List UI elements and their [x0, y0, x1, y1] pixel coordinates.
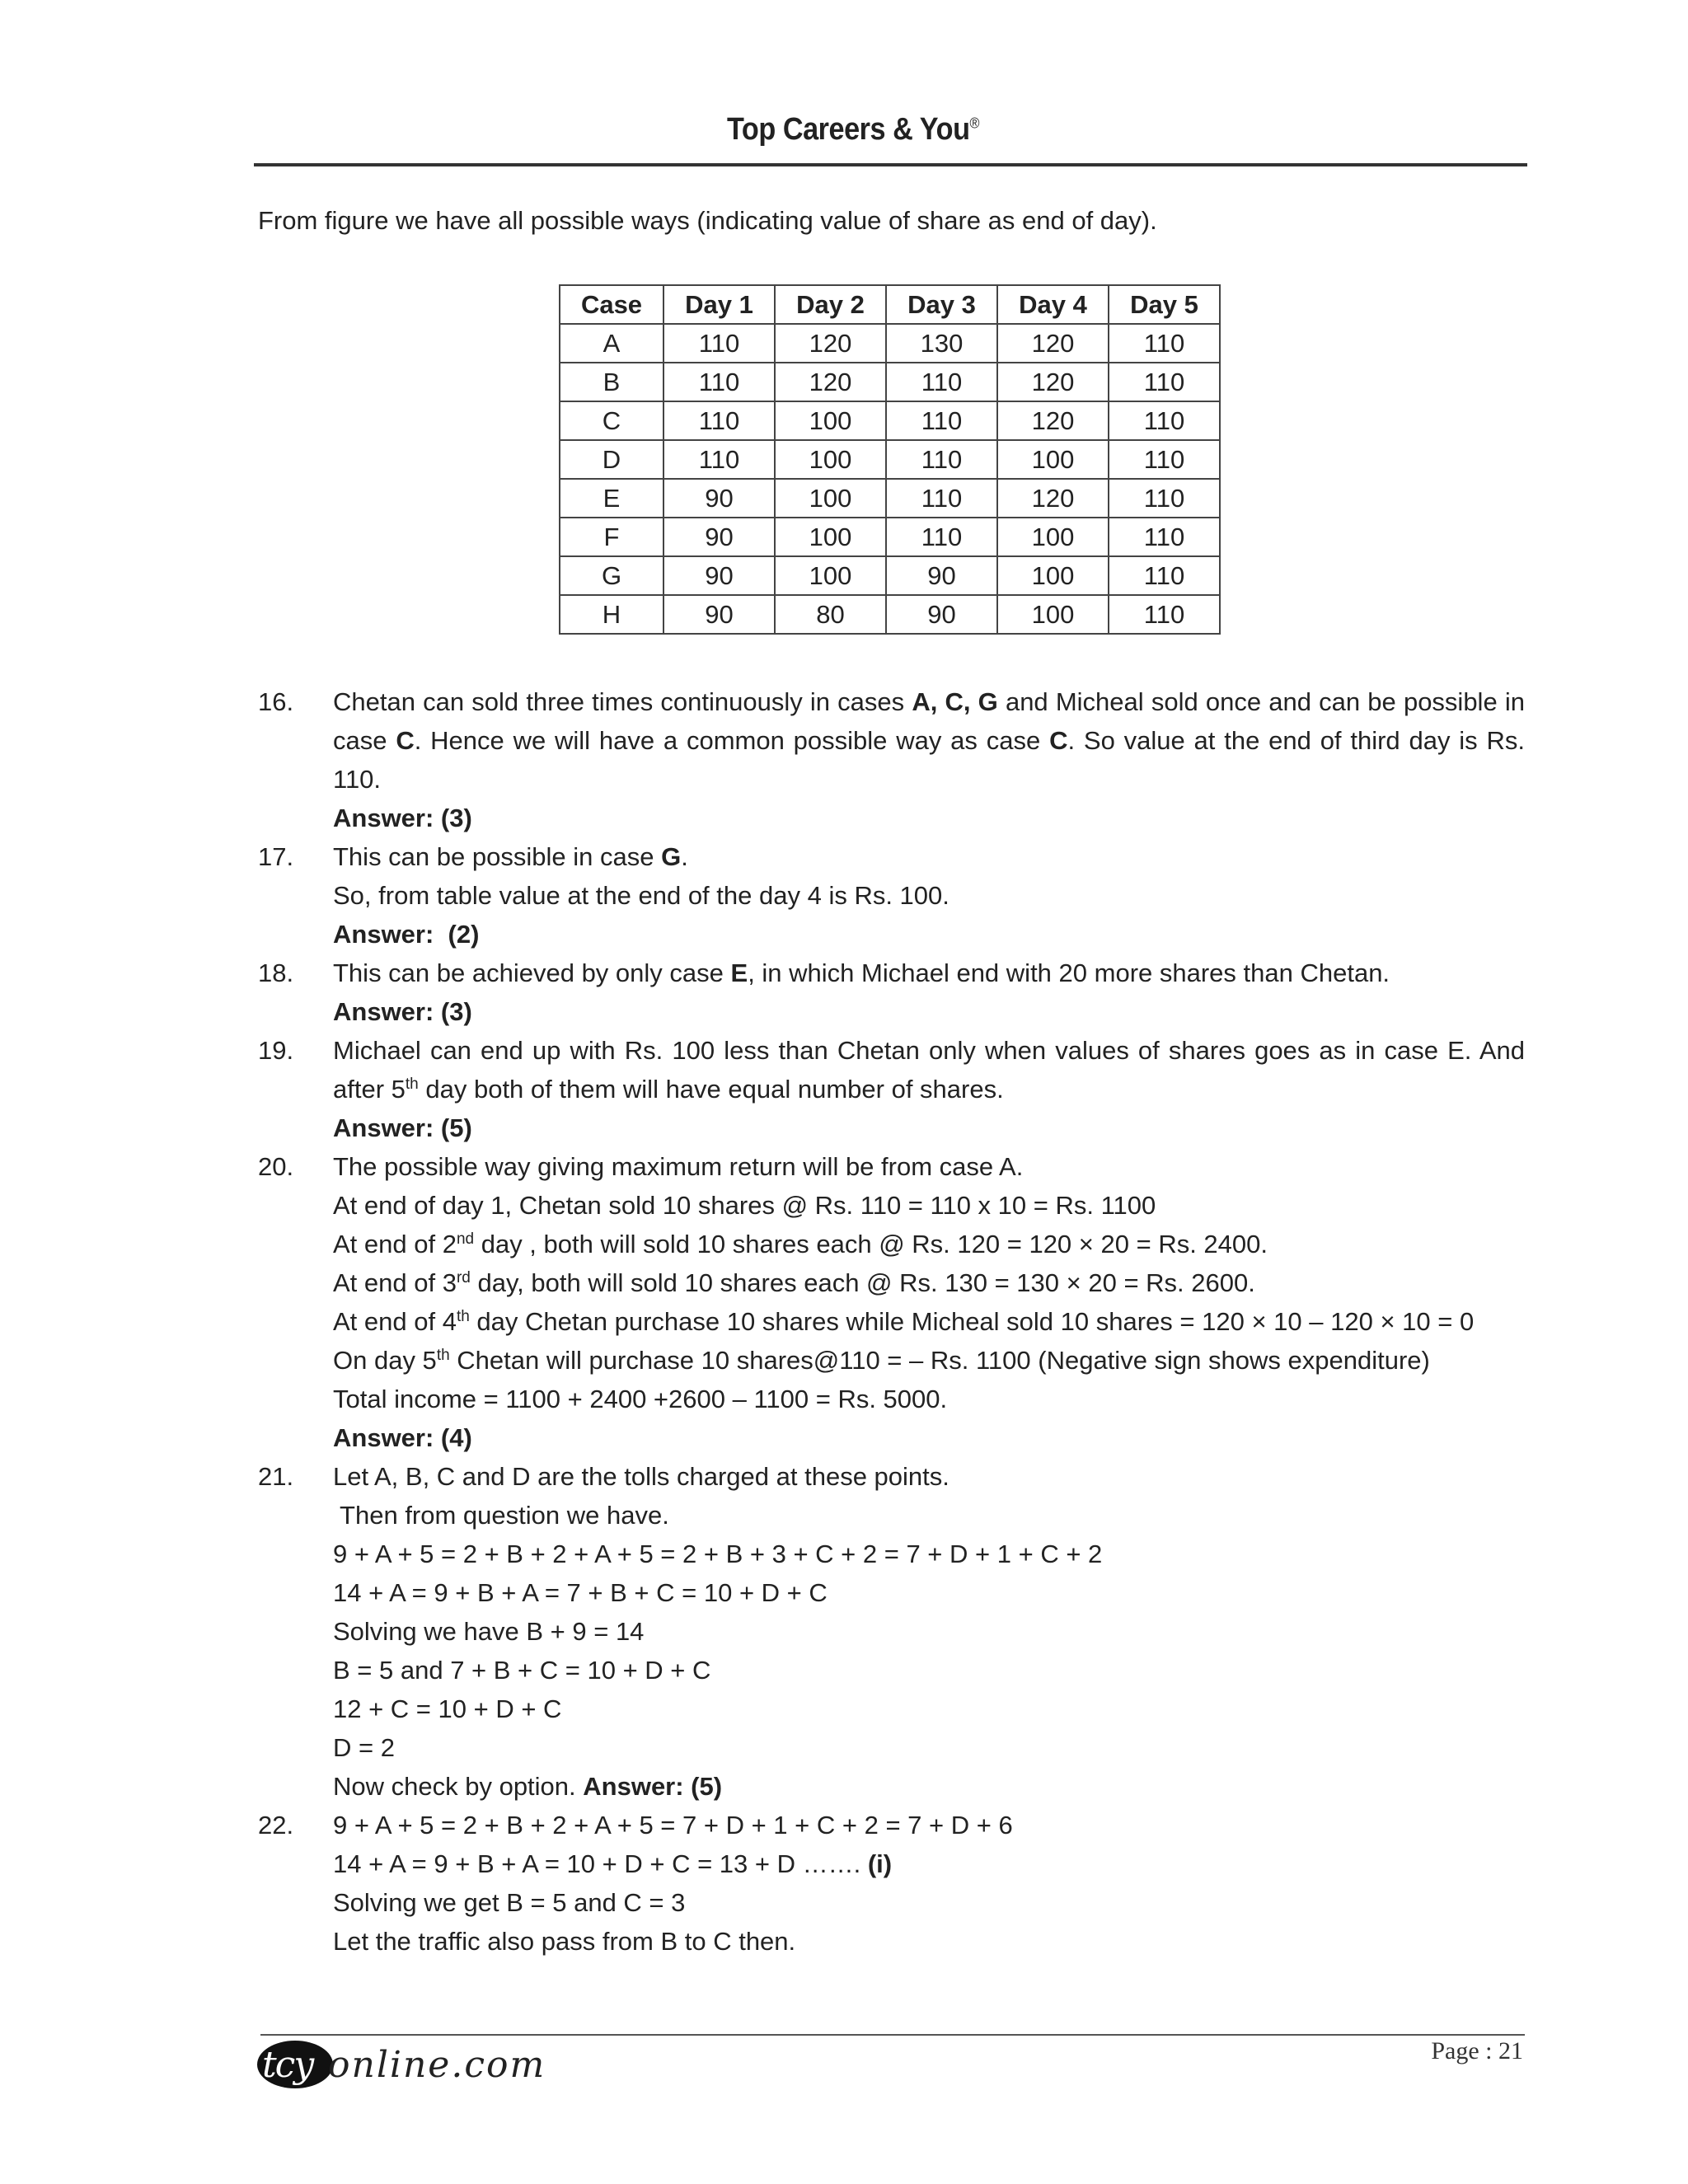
header-divider — [254, 163, 1527, 166]
share-value-cell: 100 — [775, 440, 886, 479]
page-number: Page : 21 — [1431, 2037, 1523, 2064]
share-value-cell: 110 — [1109, 595, 1220, 634]
logo-text-tcy: tcy — [262, 2044, 313, 2086]
item-number: 18. — [258, 958, 294, 987]
equation-line: 9 + A + 5 = 2 + B + 2 + A + 5 = 7 + D + 1 + C + 2 = 7 + D + 6 — [333, 1811, 1013, 1840]
table-header-cell: Day 4 — [997, 285, 1109, 324]
share-value-cell: 110 — [886, 518, 997, 556]
table-row — [560, 518, 1220, 556]
share-value-cell: 110 — [1109, 324, 1220, 363]
solution-text: Let A, B, C and D are the tolls charged at these points. — [333, 1462, 950, 1491]
equation-line: D = 2 — [333, 1733, 395, 1762]
page-header-title — [86, 112, 1621, 148]
share-value-cell: 100 — [997, 595, 1109, 634]
solution-text: At end of 4th day Chetan purchase 10 shares while Micheal sold 10 shares = 120 × 10 – 120 × 10 = 0 — [333, 1307, 1475, 1336]
share-value-cell: 110 — [886, 479, 997, 518]
share-values-table — [559, 284, 1221, 635]
table-header-cell: Day 2 — [775, 285, 886, 324]
solution-16 — [258, 682, 1525, 837]
solution-text: Now check by option. Answer: (5) — [333, 1772, 723, 1801]
share-value-cell: 120 — [997, 363, 1109, 401]
solution-text: At end of 3rd day, both will sold 10 shares each @ Rs. 130 = 130 × 20 = Rs. 2600. — [333, 1268, 1255, 1297]
solution-20 — [258, 1147, 1525, 1457]
share-value-cell: 110 — [663, 401, 775, 440]
share-value-cell: 100 — [775, 479, 886, 518]
share-value-cell: 110 — [886, 401, 997, 440]
share-value-cell: 110 — [1109, 440, 1220, 479]
equation-line: 9 + A + 5 = 2 + B + 2 + A + 5 = 2 + B + 3 + C + 2 = 7 + D + 1 + C + 2 — [333, 1540, 1103, 1568]
item-number: 20. — [258, 1152, 294, 1181]
share-value-cell: 90 — [663, 479, 775, 518]
share-value-cell: 100 — [775, 556, 886, 595]
table-row — [560, 363, 1220, 401]
share-value-cell: 120 — [997, 479, 1109, 518]
answer-label: Answer: (4) — [333, 1423, 472, 1452]
share-value-cell: 80 — [775, 595, 886, 634]
table-row — [560, 595, 1220, 634]
registered-mark: ® — [969, 115, 979, 132]
logo-text-online: online.com — [328, 2044, 546, 2086]
solution-19 — [258, 1031, 1525, 1147]
table-row — [560, 401, 1220, 440]
solution-18 — [258, 954, 1525, 1031]
share-value-cell: 100 — [997, 556, 1109, 595]
item-number: 17. — [258, 842, 294, 871]
equation-line: B = 5 and 7 + B + C = 10 + D + C — [333, 1656, 711, 1685]
table-row — [560, 556, 1220, 595]
answer-label: Answer: (3) — [333, 804, 472, 832]
table-header-cell: Day 3 — [886, 285, 997, 324]
table-header-row — [560, 285, 1220, 324]
equation-line: 14 + A = 9 + B + A = 10 + D + C = 13 + D ……. (i) — [333, 1849, 893, 1878]
answer-label: Answer: (2) — [333, 920, 480, 949]
answer-label: Answer: (5) — [583, 1772, 723, 1801]
share-value-cell: 110 — [663, 324, 775, 363]
share-value-cell: 110 — [886, 440, 997, 479]
table-row — [560, 440, 1220, 479]
share-value-cell: 110 — [1109, 363, 1220, 401]
table-row — [560, 324, 1220, 363]
case-label-cell: B — [560, 363, 663, 401]
solution-text: This can be achieved by only case E, in which Michael end with 20 more shares than Chetan. — [333, 958, 1390, 987]
share-value-cell: 110 — [1109, 556, 1220, 595]
case-label-cell: A — [560, 324, 663, 363]
tcyonline-logo — [257, 2036, 546, 2093]
case-label-cell: H — [560, 595, 663, 634]
solution-text: On day 5th Chetan will purchase 10 shares@110 = – Rs. 1100 (Negative sign shows expenditure) — [333, 1346, 1430, 1375]
share-value-cell: 110 — [1109, 518, 1220, 556]
share-value-cell: 110 — [1109, 401, 1220, 440]
share-value-cell: 110 — [663, 440, 775, 479]
table-header-cell: Day 5 — [1109, 285, 1220, 324]
share-value-cell: 90 — [886, 556, 997, 595]
solution-21 — [258, 1457, 1525, 1806]
case-label-cell: E — [560, 479, 663, 518]
share-value-cell: 110 — [663, 363, 775, 401]
solution-text: Solving we get B = 5 and C = 3 — [333, 1888, 686, 1917]
share-value-cell: 120 — [775, 363, 886, 401]
share-value-cell: 120 — [997, 401, 1109, 440]
share-value-cell: 90 — [886, 595, 997, 634]
solution-text: Total income = 1100 + 2400 +2600 – 1100 = Rs. 5000. — [333, 1385, 948, 1413]
case-label-cell: D — [560, 440, 663, 479]
answer-label: Answer: (5) — [333, 1113, 472, 1142]
item-number: 22. — [258, 1811, 294, 1840]
share-value-cell: 130 — [886, 324, 997, 363]
item-number: 16. — [258, 687, 294, 716]
equation-line: Solving we have B + 9 = 14 — [333, 1617, 645, 1646]
item-number: 19. — [258, 1036, 294, 1065]
solution-text: Chetan can sold three times continuously in cases A, C, G and Micheal sold once and can be possible in case C. Hence we will have a common possible way as case C. So value at the end of third day is Rs. 110. — [333, 687, 1525, 794]
share-value-cell: 100 — [997, 518, 1109, 556]
share-value-cell: 120 — [775, 324, 886, 363]
table-row — [560, 479, 1220, 518]
solution-text: At end of 2nd day , both will sold 10 shares each @ Rs. 120 = 120 × 20 = Rs. 2400. — [333, 1230, 1268, 1258]
solution-text: Let the traffic also pass from B to C then. — [333, 1927, 796, 1956]
table-body — [560, 324, 1220, 634]
share-value-cell: 90 — [663, 556, 775, 595]
table-header-cell: Case — [560, 285, 663, 324]
case-label-cell: G — [560, 556, 663, 595]
solution-text: So, from table value at the end of the day 4 is Rs. 100. — [333, 881, 950, 910]
answer-label: Answer: (3) — [333, 997, 472, 1026]
equation-line: 14 + A = 9 + B + A = 7 + B + C = 10 + D + C — [333, 1578, 828, 1607]
solution-22 — [258, 1806, 1525, 1961]
share-value-cell: 100 — [997, 440, 1109, 479]
solutions-body — [258, 682, 1525, 1961]
share-value-cell: 110 — [1109, 479, 1220, 518]
solution-text: The possible way giving maximum return will be from case A. — [333, 1152, 1024, 1181]
header-title-text: Top Careers & You — [726, 112, 970, 147]
solution-text: This can be possible in case G. — [333, 842, 688, 871]
share-value-cell: 120 — [997, 324, 1109, 363]
solution-text: Then from question we have. — [333, 1501, 669, 1530]
solution-text: Michael can end up with Rs. 100 less than Chetan only when values of shares goes as in case E. And after 5th day both of them will have equal number of shares. — [333, 1036, 1525, 1104]
share-value-cell: 100 — [775, 518, 886, 556]
intro-text: From figure we have all possible ways (indicating value of share as end of day). — [258, 206, 1157, 235]
table-header-cell: Day 1 — [663, 285, 775, 324]
case-label-cell: F — [560, 518, 663, 556]
solution-17 — [258, 837, 1525, 954]
solution-text: At end of day 1, Chetan sold 10 shares @ Rs. 110 = 110 x 10 = Rs. 1100 — [333, 1191, 1156, 1220]
item-number: 21. — [258, 1462, 294, 1491]
case-label-cell: C — [560, 401, 663, 440]
share-value-cell: 90 — [663, 518, 775, 556]
equation-line: 12 + C = 10 + D + C — [333, 1694, 562, 1723]
share-value-cell: 90 — [663, 595, 775, 634]
share-value-cell: 100 — [775, 401, 886, 440]
share-value-cell: 110 — [886, 363, 997, 401]
